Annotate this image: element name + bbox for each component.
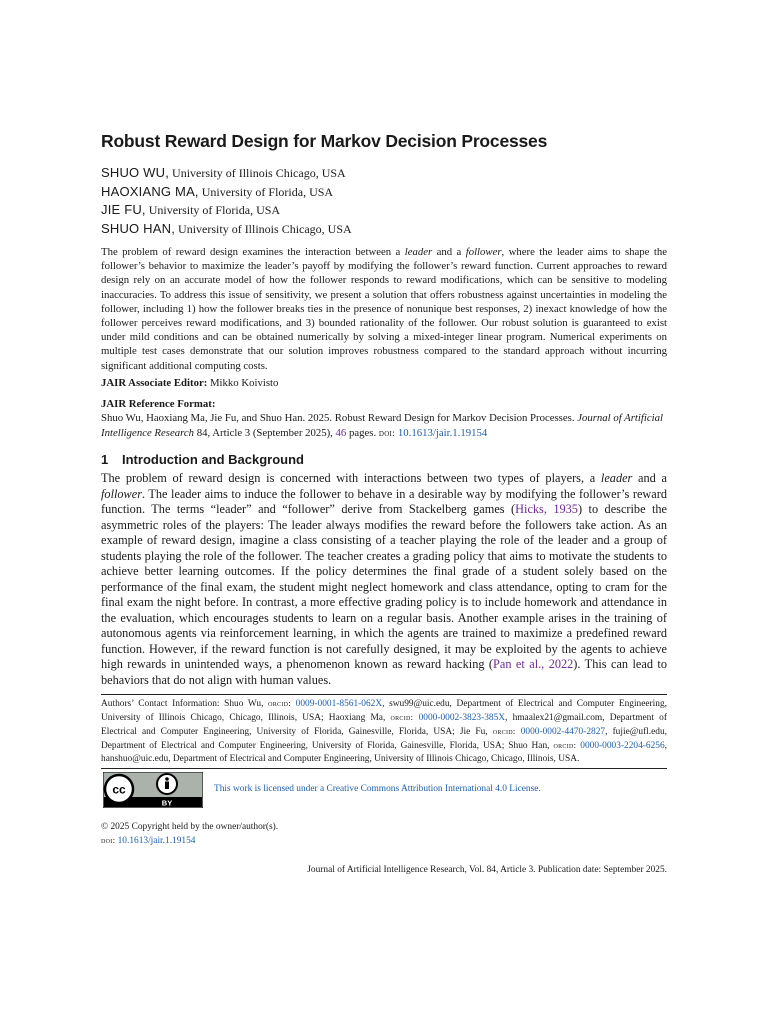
abstract-text: The problem of reward design examines the interaction between a: [101, 246, 405, 258]
cc-by-label: BY: [161, 798, 173, 808]
license-link[interactable]: This work is licensed under a Creative Commons Attribution International 4.0 License.: [214, 784, 541, 794]
reference-text: pages.: [346, 427, 379, 439]
citation-link[interactable]: Pan et al., 2022: [493, 657, 574, 671]
author-entry: [101, 201, 352, 220]
author-affiliation: University of Illinois Chicago, USA: [178, 221, 352, 236]
reference-text: Shuo Wu, Haoxiang Ma, Jie Fu, and Shuo Han. 2025. Robust Reward Design for Markov Decision Processes.: [101, 412, 578, 424]
orcid-link[interactable]: 0009-0001-8561-062X: [295, 699, 383, 709]
paragraph-text: ). This can lead to behaviors that do not align with human values.: [101, 657, 667, 687]
doi-link[interactable]: 10.1613/jair.1.19154: [117, 836, 196, 846]
pages-link[interactable]: 46: [335, 427, 347, 439]
paper-title: Robust Reward Design for Markov Decision Processes: [101, 131, 548, 151]
reference-format-text: [101, 411, 667, 441]
section-title: Introduction and Background: [122, 452, 304, 467]
doi-label: doi:: [101, 835, 116, 845]
orcid-label: orcid:: [390, 712, 414, 722]
reference-format-heading: JAIR Reference Format:: [101, 398, 216, 410]
abstract-text: and a: [432, 246, 466, 258]
paragraph-text: ) to describe the asymmetric roles of the players: The leader always modifies the reward before the followers take action. As an example of reward design, imagine a class consisting of a teacher playing the role of the leader and a group of students playing the role of the follower. The teacher creates a grading policy that aims to motivate the students to achieve better learning outcomes. If the policy determines the final grade of a student solely based on the performance of the final exam, the student might neglect homework and class attendance, opting to cram for the final exam the night before. In contrast, a more effective grading policy is to include homework and attendance in the evaluation, which encourages students to learn on a regular basis. Another example arises in the training of autonomous agents via reinforcement learning, in which the agents are trained to maximize a predefined reward function. However, if the reward function is not carefully designed, it may be exploited by the agents to achieve high rewards in unintended ways, a phenomenon known as reward hacking (: [101, 502, 668, 671]
orcid-label: orcid:: [492, 726, 516, 736]
abstract: [101, 245, 667, 373]
abstract-text: , where the leader aims to shape the follower’s behavior to maximize the leader’s payoff by modifying the follower’s reward function. Current approaches to reward design rely on an accurate model of how the follower responds to reward modifications, which can be sensitive to modeling inaccuracies. To address this issue of sensitivity, we present a solution that offers robustness against uncertainties in modeling the follower, including 1) how the follower breaks ties in the presence of nonunique best responses, 2) inexact knowledge of how the follower perceives reward modifications, and 3) bounded rationality of the follower. Our robust solution is guaranteed to exist under mild conditions and can be obtained numerically by solving a mixed-integer linear program. Numerical experiments on multiple test cases demonstrate that our solution improves robustness compared to the standard approach without incurring significant additional computing costs.: [101, 246, 667, 372]
contact-text: , swu99@uic.edu, Department of Electrical and Computer Engineering, University of Illinois Chicago, Chicago, Illinois, USA; Haoxiang Ma,: [101, 699, 668, 723]
contact-text: , fujie@ufl.edu, Department of Electrical and Computer Engineering, University of Florida, Gainesville, Florida, USA; Shuo Han,: [101, 727, 668, 751]
orcid-label: orcid:: [553, 740, 577, 750]
paragraph-text: . The leader aims to induce the follower to behave in a desirable way by modifying the follower’s reward function. The terms “leader” and “follower” derive from Stackelberg games (: [101, 486, 667, 516]
section-paragraph: [101, 471, 667, 688]
author-affiliation: University of Florida, USA: [148, 203, 281, 217]
cc-by-license-icon[interactable]: [103, 772, 203, 808]
citation-link[interactable]: Hicks, 1935: [515, 502, 578, 516]
contact-text: , hmaalex21@gmail.com, Department of Electrical and Computer Engineering, University of Florida, Gainesville, Florida, USA; Jie Fu,: [101, 713, 667, 737]
author-entry: [101, 164, 352, 183]
page-footer: Journal of Artificial Intelligence Research, Vol. 84, Article 3. Publication date: September 2025.: [307, 865, 667, 875]
copyright-text: 2025 Copyright held by the owner/author(s).: [110, 822, 279, 832]
journal-name: Journal of Artificial Intelligence Research: [101, 412, 664, 439]
term-leader: leader: [600, 471, 633, 485]
editor-label: JAIR Associate Editor:: [101, 377, 208, 389]
author-name: HAOXIANG MA,: [101, 183, 199, 199]
author-name: JIE FU,: [101, 202, 146, 217]
author-affiliation: University of Illinois Chicago, USA: [172, 166, 346, 180]
abstract-term-leader: leader: [404, 246, 433, 258]
copyright-symbol: ©: [101, 822, 109, 832]
orcid-link[interactable]: 0000-0002-4470-2827: [520, 727, 606, 737]
term-follower: follower: [101, 486, 142, 501]
author-name: SHUO HAN,: [101, 220, 176, 236]
editor-name: Mikko Koivisto: [210, 377, 279, 389]
reference-text: 84, Article 3 (September 2025),: [194, 427, 336, 439]
footnote-divider: [101, 694, 667, 695]
doi-line: [101, 835, 195, 846]
svg-text:cc: cc: [112, 782, 126, 797]
section-number: 1: [101, 452, 109, 467]
doi-link[interactable]: 10.1613/jair.1.19154: [397, 427, 488, 439]
orcid-label: orcid:: [268, 698, 291, 708]
section-heading: [101, 452, 304, 467]
contact-text: Authors’ Contact Information: Shuo Wu,: [101, 699, 269, 709]
author-list: [101, 164, 352, 238]
paragraph-text: The problem of reward design is concerned with interactions between two types of players, a: [101, 471, 601, 485]
paragraph-text: and a: [632, 471, 667, 485]
orcid-link[interactable]: 0000-0002-3823-385X: [418, 713, 506, 723]
associate-editor: [101, 377, 278, 389]
contact-text: , hanshuo@uic.edu, Department of Electrical and Computer Engineering, University of Illinois Chicago, Chicago, Illinois, USA.: [101, 741, 668, 764]
author-entry: [101, 220, 352, 239]
doi-label: doi:: [378, 428, 396, 439]
copyright-line: [101, 822, 278, 832]
license-divider: [101, 768, 667, 769]
orcid-link[interactable]: 0000-0003-2204-6256: [580, 741, 665, 751]
abstract-term-follower: follower: [465, 246, 502, 258]
author-contact-info: [101, 697, 667, 766]
author-entry: [101, 183, 352, 202]
author-name: SHUO WU,: [101, 165, 170, 180]
author-affiliation: University of Florida, USA: [201, 184, 334, 199]
